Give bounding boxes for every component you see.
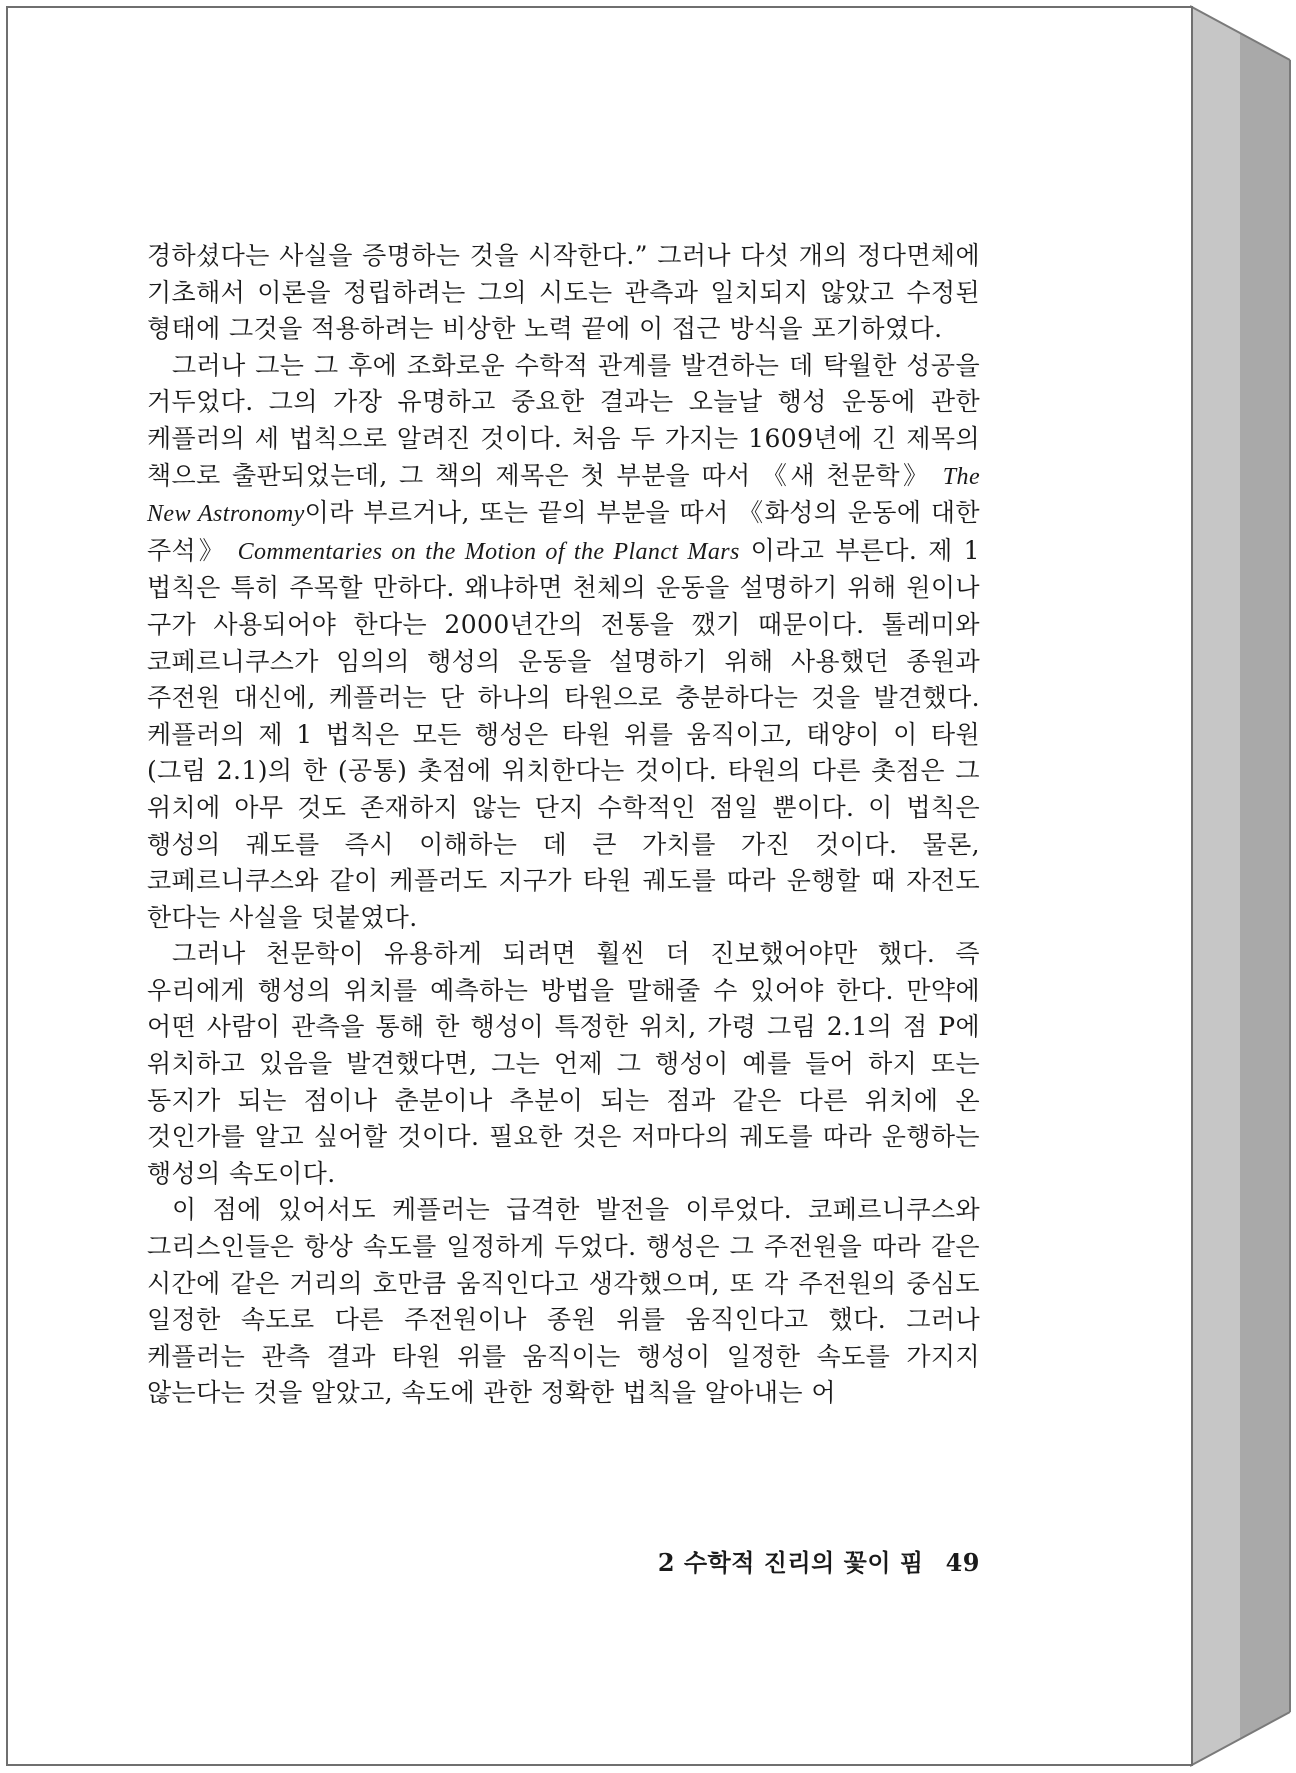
book-right-edge-highlight — [1190, 6, 1240, 1766]
page-footer — [560, 1543, 980, 1578]
paragraph-4 — [147, 1192, 980, 1412]
paragraph-text: 그러나 그는 그 후에 조화로운 수학적 관계를 발견하는 데 탁월한 성공을 거두었다. 그의 가장 유명하고 중요한 결과는 오늘날 행성 운동에 관한 케플러의 세 법칙으로 알려진 것이다. 처음 두 가지는 1609년에 긴 제목의 책으로 출판되었는데, 그 책의 제목은 첫 부분을 따서 《새 천문학》 — [147, 350, 980, 490]
paragraph-text: 경하셨다는 사실을 증명하는 것을 시작한다.” 그러나 다섯 개의 정다면체에 기초해서 이론을 정립하려는 그의 시도는 관측과 일치되지 않았고 수정된 형태에 그것을 적용하려는 비상한 노력 끝에 이 접근 방식을 포기하였다. — [147, 241, 980, 344]
paragraph-3 — [147, 936, 980, 1192]
paragraph-text: 그러나 천문학이 유용하게 되려면 훨씬 더 진보했어야만 했다. 즉 우리에게 행성의 위치를 예측하는 방법을 말해줄 수 있어야 한다. 만약에 어떤 사람이 관측을 통해 한 행성이 특정한 위치, 가령 그림 2.1의 점 P에 위치하고 있음을 발견했다면, 그는 언제 그 행성이 예를 들어 하지 또는 동지가 되는 점이나 춘분이나 추분이 되는 점과 같은 다른 위치에 온 것인가를 알고 싶어할 것이다. 필요한 것은 저마다의 궤도를 따라 운행하는 행성의 속도이다. — [147, 939, 980, 1188]
english-title-new-astronomy: The New Astronomy — [147, 463, 980, 528]
page-body — [147, 238, 980, 1412]
paragraph-text: 이라 부르거나, 또는 끝의 부분을 따서 《화성의 운동에 대한 주석》 — [147, 498, 980, 565]
english-title-commentaries: Commentaries on the Motion of the Planct Mars — [237, 538, 740, 565]
paragraph-2 — [147, 348, 980, 937]
paragraph-text: 이 점에 있어서도 케플러는 급격한 발전을 이루었다. 코페르니쿠스와 그리스인들은 항상 속도를 일정하게 두었다. 행성은 그 주전원을 따라 같은 시간에 같은 거리의 호만큼 움직인다고 생각했으며, 또 각 주전원의 중심도 일정한 속도로 다른 주전원이나 종원 위를 움직인다고 했다. 그러나 케플러는 관측 결과 타원 위를 움직이는 행성이 일정한 속도를 가지지 않는다는 것을 알았고, 속도에 관한 정확한 법칙을 알아내는 어 — [147, 1195, 980, 1408]
chapter-title: 2 수학적 진리의 꽃이 핌 — [657, 1548, 924, 1577]
paragraph-text: 이라고 부른다. 제 1 법칙은 특히 주목할 만하다. 왜냐하면 천체의 운동을 설명하기 위해 원이나 구가 사용되어야 한다는 2000년간의 전통을 깼기 때문이다. 톨레미와 코페르니쿠스가 임의의 행성의 운동을 설명하기 위해 사용했던 종원과 주전원 대신에, 케플러는 단 하나의 타원으로 충분하다는 것을 발견했다. 케플러의 제 1 법칙은 모든 행성은 타원 위를 움직이고, 태양이 이 타원(그림 2.1)의 한 (공통) 촛점에 위치한다는 것이다. 타원의 다른 촛점은 그 위치에 아무 것도 존재하지 않는 단지 수학적인 점일 뿐이다. 이 법칙은 행성의 궤도를 즉시 이해하는 데 큰 가치를 가진 것이다. 물론, 코페르니쿠스와 같이 케플러도 지구가 타원 궤도를 따라 운행할 때 자전도 한다는 사실을 덧붙였다. — [147, 535, 980, 932]
paragraph-1 — [147, 238, 980, 348]
page-number: 49 — [945, 1548, 980, 1577]
